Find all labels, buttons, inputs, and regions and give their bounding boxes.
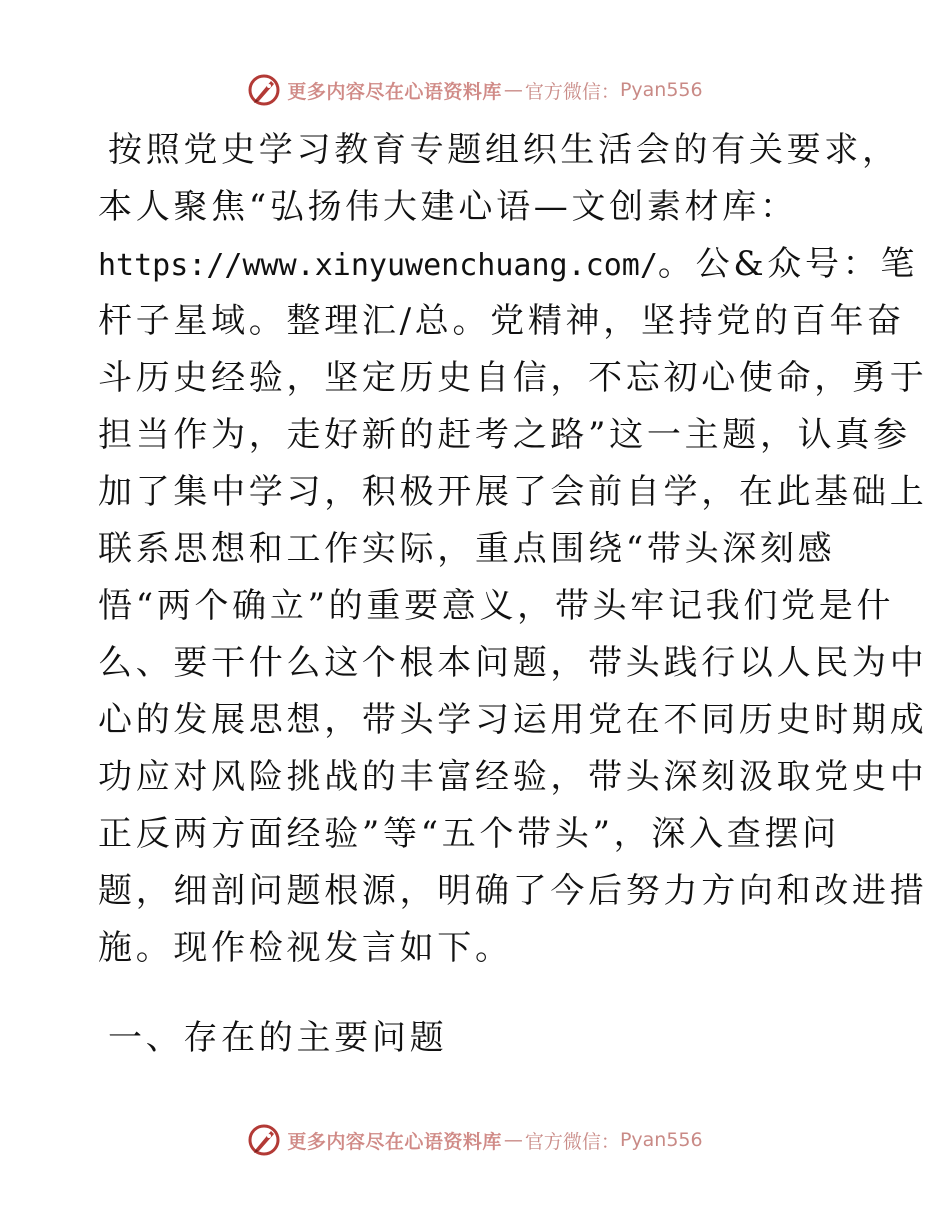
body-line: 施。现作检视发言如下。 bbox=[98, 928, 513, 968]
url-suffix-text: 。公&众号：笔 bbox=[657, 244, 919, 284]
quill-pen-logo-icon bbox=[247, 1123, 281, 1157]
watermark-separator: — bbox=[503, 1129, 523, 1151]
body-line: 心的发展思想，带头学习运用党在不同历史时期成 bbox=[98, 700, 928, 740]
watermark-wechat-label: 官方微信 bbox=[524, 1130, 601, 1153]
header-watermark bbox=[0, 70, 950, 110]
watermark-wechat-id: Pyan556 bbox=[619, 1129, 703, 1151]
body-line: 悟“两个确立”的重要意义，带头牢记我们党是什 bbox=[98, 586, 895, 626]
url-text: https://www.xinyuwenchuang.com/ bbox=[98, 248, 658, 283]
body-line: 功应对风险挑战的丰富经验，带头深刻汲取党史中 bbox=[98, 757, 928, 797]
document-body bbox=[98, 122, 928, 977]
watermark-colon: ： bbox=[600, 1130, 620, 1153]
watermark-site-text: 更多内容尽在心语资料库 bbox=[287, 1130, 502, 1153]
body-line: 担当作为，走好新的赶考之路”这一主题，认真参 bbox=[98, 415, 911, 455]
body-line: 加了集中学习，积极开展了会前自学，在此基础上 bbox=[98, 472, 928, 512]
body-line: 联系思想和工作实际，重点围绕“带头深刻感 bbox=[98, 529, 836, 569]
watermark-separator: — bbox=[503, 79, 523, 101]
watermark-colon: ： bbox=[600, 80, 620, 103]
body-line-url bbox=[98, 236, 919, 293]
footer-watermark bbox=[0, 1120, 950, 1160]
section-heading: 一、存在的主要问题 bbox=[108, 1018, 448, 1058]
body-line: 正反两方面经验”等“五个带头”，深入查摆问 bbox=[98, 814, 840, 854]
body-line: 本人聚焦“弘扬伟大建心语—文创素材库： bbox=[98, 187, 798, 227]
watermark-site-text: 更多内容尽在心语资料库 bbox=[287, 80, 502, 103]
body-line: 斗历史经验，坚定历史自信，不忘初心使命，勇于 bbox=[98, 358, 928, 398]
body-line: 按照党史学习教育专题组织生活会的有关要求， bbox=[108, 130, 900, 170]
watermark-wechat-label: 官方微信 bbox=[524, 80, 601, 103]
watermark-wechat-id: Pyan556 bbox=[619, 79, 703, 101]
body-line: 么、要干什么这个根本问题，带头践行以人民为中 bbox=[98, 643, 928, 683]
body-line: 题，细剖问题根源，明确了今后努力方向和改进措 bbox=[98, 871, 928, 911]
quill-pen-logo-icon bbox=[247, 73, 281, 107]
body-line: 杆子星域。整理汇/总。党精神，坚持党的百年奋 bbox=[98, 301, 905, 341]
